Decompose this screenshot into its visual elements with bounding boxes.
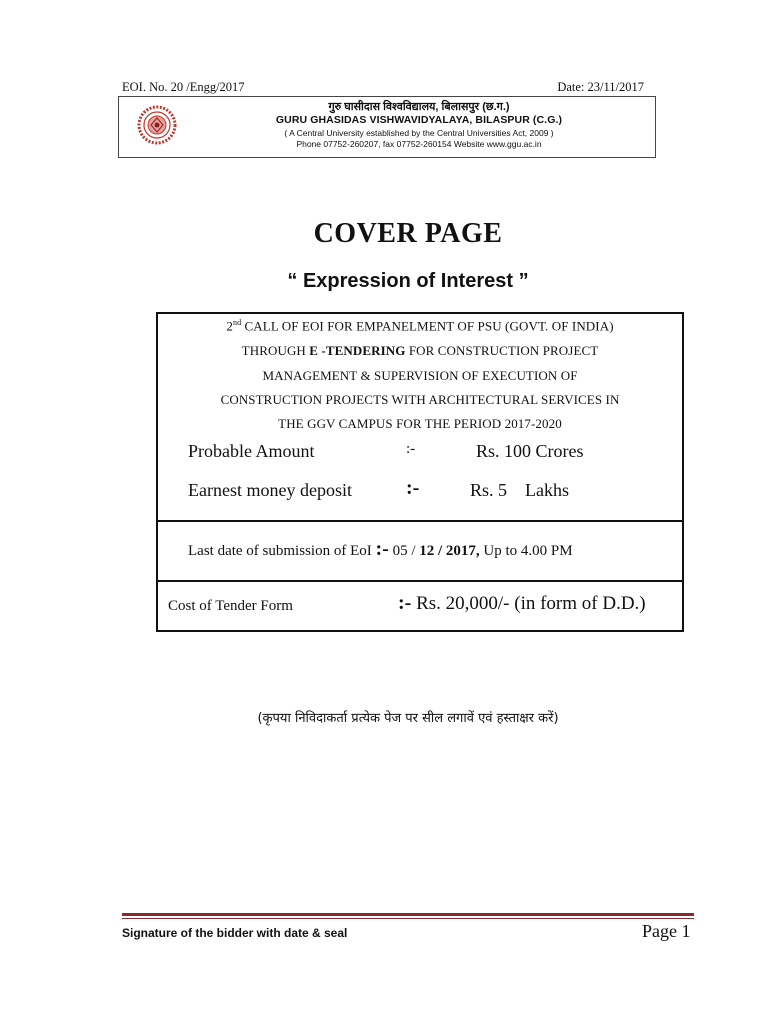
document-date: Date: 23/11/2017 <box>557 80 644 94</box>
university-seal-icon <box>137 105 177 145</box>
eoi-description-section <box>158 314 682 522</box>
footer-signature-text: Signature of the bidder with date & seal <box>122 926 348 940</box>
e-tendering-text: E -TENDERING <box>309 343 406 358</box>
call-line-1-text: CALL OF EOI FOR EMPANELMENT OF PSU (GOVT. OF INDIA) <box>241 318 614 334</box>
tender-cost-value-line <box>398 592 646 615</box>
tender-cost-label: Cost of Tender Form <box>168 598 293 614</box>
earnest-money-value: Rs. 5 Lakhs <box>470 480 569 500</box>
letterhead <box>118 96 656 158</box>
eoi-details-table <box>156 312 684 632</box>
call-line-5: THE GGV CAMPUS FOR THE PERIOD 2017-2020 <box>278 416 562 431</box>
call-line-2 <box>158 343 682 359</box>
call-line-1 <box>158 318 682 334</box>
university-name-hindi: गुरु घासीदास विश्वविद्यालय, बिलासपुर (छ.ग.) <box>328 101 510 113</box>
eoi-number: EOI. No. 20 /Engg/2017 <box>122 80 245 94</box>
call-line-4: CONSTRUCTION PROJECTS WITH ARCHITECTURAL SERVICES IN <box>220 392 620 407</box>
earnest-money-label: Earnest money deposit <box>188 480 352 500</box>
tender-cost-separator: :- <box>398 592 412 614</box>
footer-rule <box>122 913 694 916</box>
university-name: GURU GHASIDAS VISHWAVIDYALAYA, BILASPUR (C.G.) <box>275 114 563 126</box>
probable-amount-value: Rs. 100 Crores <box>476 441 584 461</box>
call-line-3: MANAGEMENT & SUPERVISION OF EXECUTION OF <box>262 368 578 383</box>
submission-label: Last date of submission of EoI <box>188 543 376 559</box>
probable-amount-label: Probable Amount <box>188 441 315 461</box>
submission-separator: :- <box>375 538 389 560</box>
earnest-money-separator: :- <box>406 477 420 499</box>
page-number: Page 1 <box>642 921 691 941</box>
submission-section <box>158 522 682 582</box>
page-title: COVER PAGE <box>313 218 503 249</box>
call-ordinal: 2 <box>226 318 233 334</box>
footer-rule-thin <box>122 918 694 919</box>
university-contact: Phone 07752-260207, fax 07752-260154 Website www.ggu.ac.in <box>296 139 542 149</box>
reference-row <box>122 80 654 97</box>
probable-amount-separator: :- <box>406 441 416 457</box>
call-line-2-post: FOR CONSTRUCTION PROJECT <box>405 343 599 358</box>
page-subtitle: “ Expression of Interest ” <box>287 270 529 292</box>
tender-cost-value: Rs. 20,000/- (in form of D.D.) <box>411 593 646 614</box>
submission-line <box>188 538 573 561</box>
call-ordinal-suffix: nd <box>232 318 242 327</box>
submission-date-month-year: 12 / 2017, <box>419 543 480 559</box>
university-subtitle: ( A Central University established by the Central Universities Act, 2009 ) <box>284 128 554 138</box>
call-line-2-pre: THROUGH <box>241 343 310 358</box>
submission-time: Up to 4.00 PM <box>479 543 573 559</box>
seal-signature-instruction: (कृपया निविदाकर्ता प्रत्येक पेज पर सील लगावें एवं हस्ताक्षर करें) <box>257 711 559 726</box>
submission-date-day: 05 / <box>388 543 420 559</box>
tender-cost-section <box>158 582 682 630</box>
